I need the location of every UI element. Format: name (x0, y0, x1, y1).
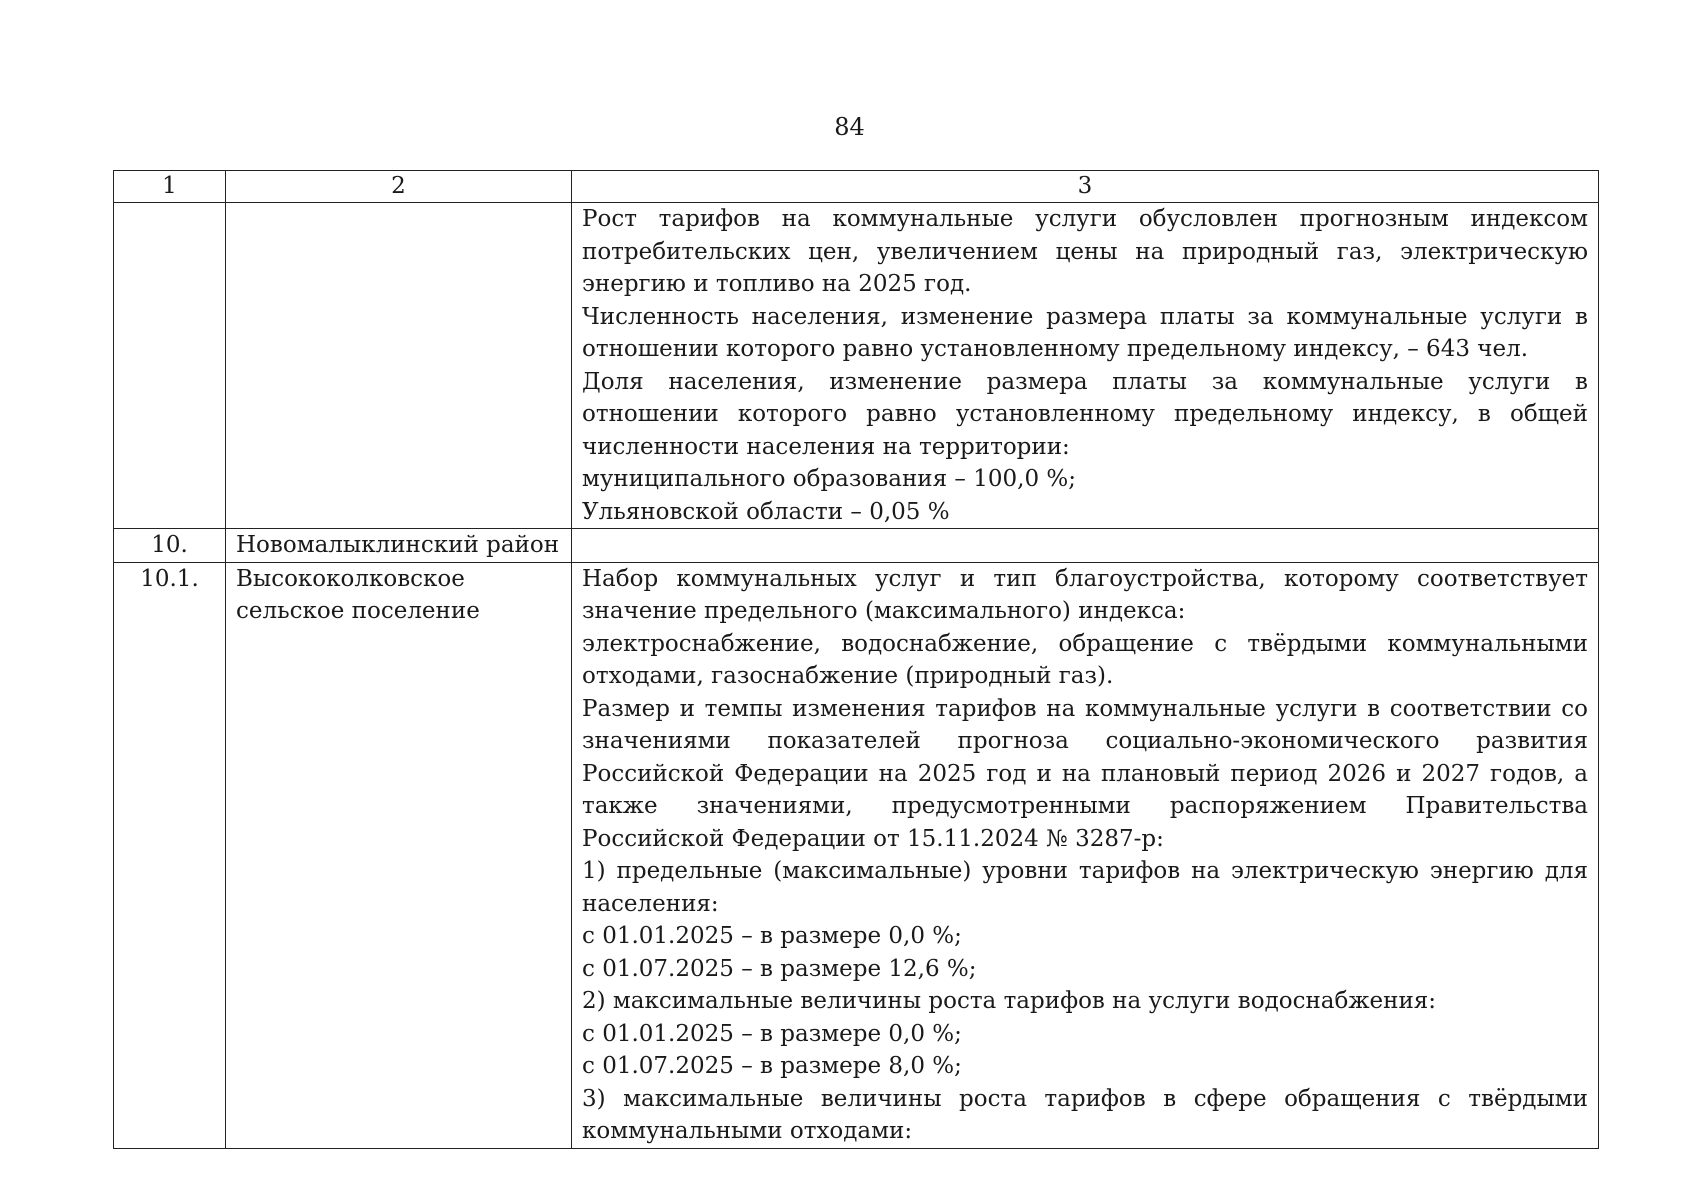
row-description (572, 203, 1599, 529)
row-territory-name (226, 203, 572, 529)
table-row (114, 562, 1599, 1148)
column-header-2: 2 (226, 171, 572, 203)
description-paragraph: с 01.01.2025 – в размере 0,0 %; (582, 923, 962, 949)
table-header-row (114, 171, 1599, 203)
page-number: 84 (834, 113, 865, 141)
row-territory-name: Высококолковское сельское поселение (226, 562, 572, 1148)
column-header-1: 1 (114, 171, 226, 203)
column-header-3: 3 (572, 171, 1599, 203)
description-paragraph: 1) предельные (максимальные) уровни тарифов на электрическую энергию для населения: (582, 858, 1588, 917)
description-paragraph: 3) максимальные величины роста тарифов в сфере обращения с твёрдыми коммунальными отходами: (582, 1085, 1588, 1144)
row-number: 10.1. (114, 562, 226, 1148)
tariff-table (113, 170, 1599, 1149)
row-description (572, 562, 1599, 1148)
row-description (572, 529, 1599, 563)
description-paragraph: с 01.01.2025 – в размере 0,0 %; (582, 1020, 962, 1047)
description-paragraph: с 01.07.2025 – в размере 12,6 %; (582, 955, 977, 982)
description-paragraph: Рост тарифов на коммунальные услуги обусловлен прогнозным индексом потребительских цен, увеличением цены на природный газ, электрическую энергию и топливо на 2025 год. (582, 206, 1588, 297)
description-paragraph: с 01.07.2025 – в размере 8,0 %; (582, 1053, 962, 1079)
row-number (114, 203, 226, 529)
description-paragraph: Ульяновской области – 0,05 % (582, 498, 950, 525)
description-paragraph: Численность населения, изменение размера платы за коммунальные услуги в отношении которого равно установленному предельному индексу, – 643 чел. (582, 303, 1588, 362)
row-territory-name: Новомалыклинский район (226, 529, 572, 563)
description-paragraph: 2) максимальные величины роста тарифов на услуги водоснабжения: (582, 988, 1437, 1014)
description-paragraph: электроснабжение, водоснабжение, обращение с твёрдыми коммунальными отходами, газоснабжение (природный газ). (582, 630, 1588, 689)
table-row (114, 529, 1599, 563)
description-paragraph: Размер и темпы изменения тарифов на коммунальные услуги в соответствии со значениями показателей прогноза социально-экономического развития Российской Федерации на 2025 год и на плановый период 2026 и 2027 годов, а также значениями, предусмотренными распоряжением Правительства Российской Федерации от 15.11.2024 № 3287-р: (582, 695, 1588, 852)
table-row (114, 203, 1599, 529)
description-paragraph: Набор коммунальных услуг и тип благоустройства, которому соответствует значение предельного (максимального) индекса: (582, 565, 1588, 624)
row-number: 10. (114, 529, 226, 563)
description-paragraph: Доля населения, изменение размера платы за коммунальные услуги в отношении которого равно установленному предельному индексу, в общей численности населения на территории: (582, 368, 1588, 460)
description-paragraph: муниципального образования – 100,0 %; (582, 466, 1076, 492)
